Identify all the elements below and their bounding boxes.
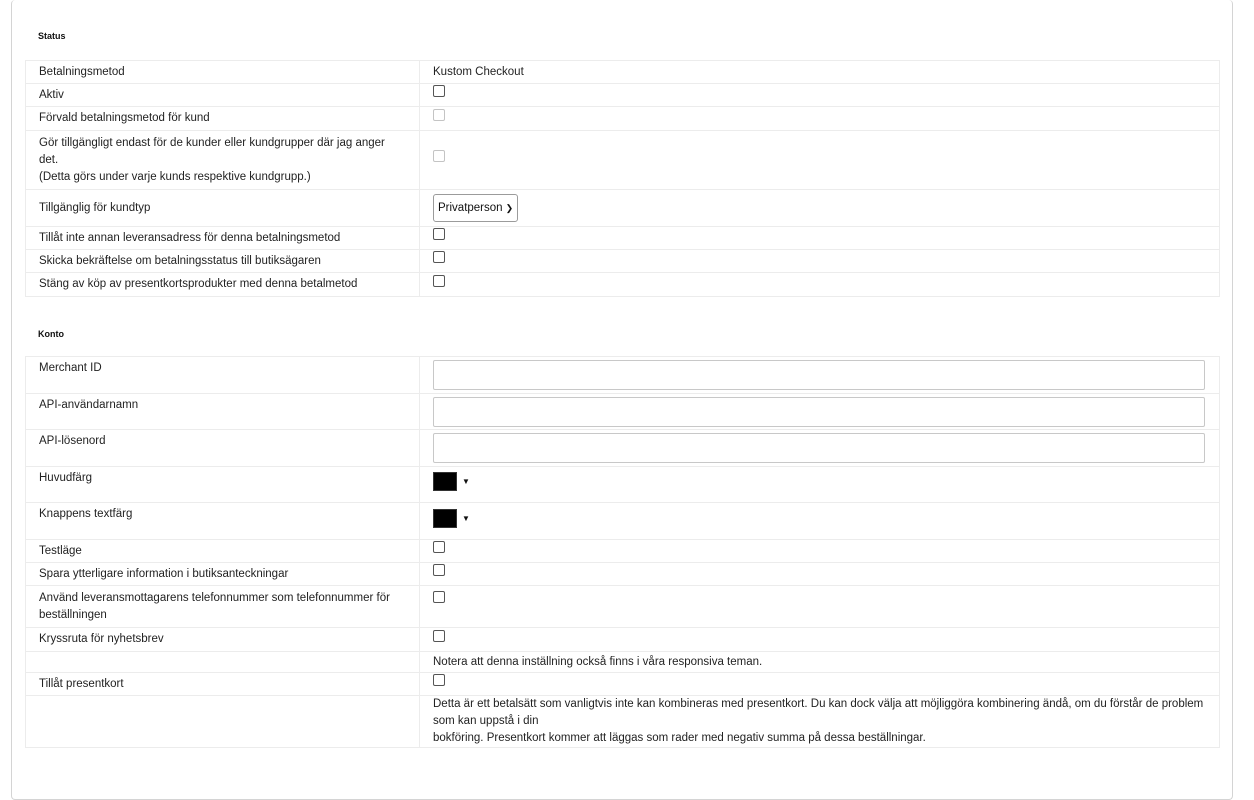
table-row	[26, 696, 1220, 748]
table-row	[26, 628, 1220, 652]
restrict-label-line2: det.	[39, 153, 59, 166]
disable-giftcard-label: Stäng av köp av presentkortsprodukter med denna betalmetod	[26, 273, 420, 297]
caret-down-icon: ▼	[462, 477, 470, 486]
payment-method-label: Betalningsmetod	[26, 61, 420, 84]
customer-type-selected: Privatperson	[438, 201, 503, 214]
merchant-id-input[interactable]	[433, 360, 1205, 390]
use-phone-label-line2: beställningen	[39, 608, 107, 621]
restrict-label-line3: (Detta görs under varje kunds respektive kundgrupp.)	[39, 170, 311, 183]
default-method-checkbox	[433, 109, 445, 121]
table-row	[26, 61, 1220, 84]
customer-type-label: Tillgänglig för kundtyp	[26, 190, 420, 227]
merchant-id-label: Merchant ID	[26, 357, 420, 394]
main-color-swatch	[433, 472, 457, 491]
save-info-label: Spara ytterligare information i butiksanteckningar	[26, 563, 420, 586]
table-row	[26, 503, 1220, 540]
status-table	[25, 60, 1220, 297]
table-row	[26, 394, 1220, 430]
no-other-address-label: Tillåt inte annan leveransadress för denna betalningsmetod	[26, 227, 420, 250]
table-row	[26, 673, 1220, 696]
button-text-color-swatch	[433, 509, 457, 528]
use-phone-label-line1: Använd leveransmottagarens telefonnummer som telefonnummer för	[39, 591, 390, 604]
save-info-checkbox[interactable]	[433, 564, 445, 576]
use-phone-label	[26, 586, 420, 628]
api-username-label: API-användarnamn	[26, 394, 420, 430]
table-row	[26, 190, 1220, 227]
no-other-address-checkbox[interactable]	[433, 228, 445, 240]
status-section-title: Status	[38, 31, 66, 41]
customer-type-select[interactable]	[433, 194, 518, 222]
table-row	[26, 227, 1220, 250]
caret-down-icon: ▼	[462, 513, 470, 523]
chevron-down-icon: ❯	[505, 202, 514, 213]
default-method-label: Förvald betalningsmetod för kund	[26, 107, 420, 131]
api-username-input[interactable]	[433, 397, 1205, 427]
send-confirmation-label: Skicka bekräftelse om betalningsstatus till butiksägaren	[26, 250, 420, 273]
newsletter-note: Notera att denna inställning också finns i våra responsiva teman.	[420, 652, 1220, 673]
table-row	[26, 652, 1220, 673]
table-row	[26, 250, 1220, 273]
newsletter-checkbox[interactable]	[433, 630, 445, 642]
table-row	[26, 357, 1220, 394]
active-checkbox[interactable]	[433, 85, 445, 97]
giftcard-note-line2: bokföring. Presentkort kommer att läggas som rader med negativ summa på dessa beställningar.	[433, 732, 926, 744]
restrict-availability-label	[26, 131, 420, 190]
newsletter-label: Kryssruta för nyhetsbrev	[26, 628, 420, 652]
button-text-color-label: Knappens textfärg	[26, 503, 420, 540]
api-password-label: API-lösenord	[26, 430, 420, 467]
allow-giftcard-checkbox[interactable]	[433, 674, 445, 686]
restrict-label-line1: Gör tillgängligt endast för de kunder eller kundgrupper där jag anger	[39, 136, 385, 149]
account-table	[25, 356, 1220, 748]
table-row	[26, 273, 1220, 297]
table-row	[26, 467, 1220, 503]
table-row	[26, 107, 1220, 131]
send-confirmation-checkbox[interactable]	[433, 251, 445, 263]
account-section-title: Konto	[38, 329, 64, 339]
table-row	[26, 540, 1220, 563]
table-row	[26, 131, 1220, 190]
api-password-input[interactable]	[433, 433, 1205, 463]
allow-giftcard-label: Tillåt presentkort	[26, 673, 420, 696]
giftcard-note-line1: Detta är ett betalsätt som vanligtvis inte kan kombineras med presentkort. Du kan dock välja att möjliggöra kombinering ändå, om du förstår de problem som kan uppstå i din	[433, 698, 1204, 727]
table-row	[26, 586, 1220, 628]
main-color-label: Huvudfärg	[26, 467, 420, 503]
active-label: Aktiv	[26, 84, 420, 107]
table-row	[26, 563, 1220, 586]
test-mode-checkbox[interactable]	[433, 541, 445, 553]
disable-giftcard-checkbox[interactable]	[433, 275, 445, 287]
restrict-availability-checkbox	[433, 150, 445, 162]
test-mode-label: Testläge	[26, 540, 420, 563]
giftcard-note	[420, 696, 1220, 748]
payment-method-value: Kustom Checkout	[420, 61, 1220, 84]
use-phone-checkbox[interactable]	[433, 591, 445, 603]
table-row	[26, 430, 1220, 467]
main-color-picker[interactable]	[433, 472, 470, 491]
table-row	[26, 84, 1220, 107]
button-text-color-picker[interactable]	[433, 509, 470, 528]
